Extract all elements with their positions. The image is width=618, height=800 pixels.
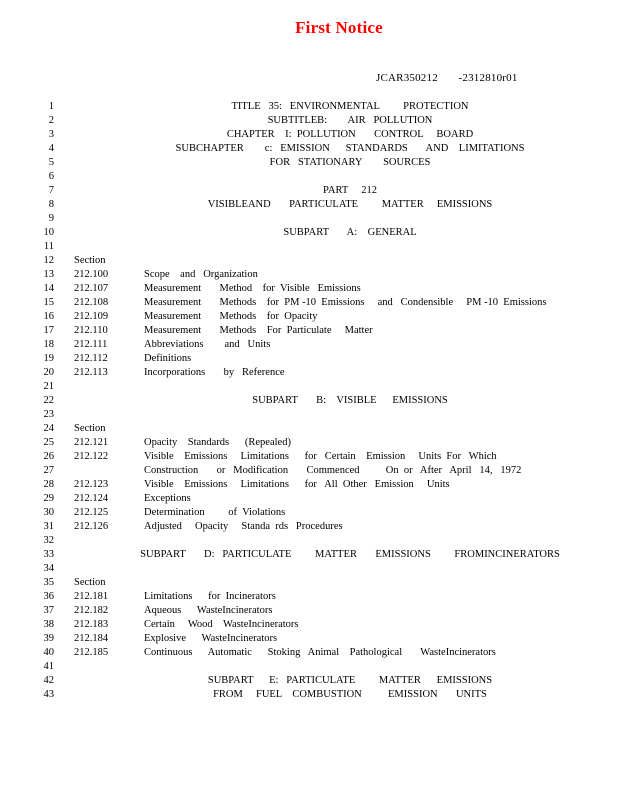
line-number: 38 [43, 619, 54, 630]
subchapter-heading: SUBCHAPTER c: EMISSION STANDARDS AND LIMITATIONS [175, 143, 525, 154]
line-5 [0, 156, 618, 170]
line-number: 28 [43, 479, 54, 490]
line-12 [0, 254, 618, 268]
line-number: 33 [43, 549, 54, 560]
line-28 [0, 478, 618, 492]
line-25 [0, 436, 618, 450]
line-number: 23 [43, 409, 54, 420]
line-number: 12 [43, 255, 54, 266]
section-title: Definitions [144, 353, 192, 364]
line-6 [0, 170, 618, 184]
part-heading: PART 212 [323, 185, 377, 196]
line-27 [0, 464, 618, 478]
line-40 [0, 646, 618, 660]
section-number: 212.184 [74, 633, 109, 644]
line-21 [0, 380, 618, 394]
section-number: 212.126 [74, 521, 109, 532]
line-30 [0, 506, 618, 520]
line-26 [0, 450, 618, 464]
line-number: 9 [48, 213, 54, 224]
line-number: 25 [43, 437, 54, 448]
line-number: 20 [43, 367, 54, 378]
section-header: Section [74, 255, 106, 266]
section-number: 212.125 [74, 507, 109, 518]
line-number: 7 [48, 185, 54, 196]
line-29 [0, 492, 618, 506]
line-number: 18 [43, 339, 54, 350]
line-number: 22 [43, 395, 54, 406]
section-title: Scope and Organization [144, 269, 258, 280]
section-header: Section [74, 423, 106, 434]
line-number: 30 [43, 507, 54, 518]
section-number: 212.123 [74, 479, 109, 490]
line-number: 43 [43, 689, 54, 700]
line-number: 6 [48, 171, 54, 182]
line-number: 13 [43, 269, 54, 280]
line-number: 24 [43, 423, 54, 434]
part-title: VISIBLEAND PARTICULATE MATTER EMISSIONS [207, 199, 493, 210]
section-title: Measurement Method for Visible Emissions [144, 283, 361, 294]
line-number: 8 [48, 199, 54, 210]
line-number: 15 [43, 297, 54, 308]
line-17 [0, 324, 618, 338]
section-number: 212.100 [74, 269, 109, 280]
title-heading: TITLE 35: ENVIRONMENTAL PROTECTION [231, 101, 469, 112]
line-15 [0, 296, 618, 310]
line-number: 32 [43, 535, 54, 546]
line-14 [0, 282, 618, 296]
line-number: 19 [43, 353, 54, 364]
section-header: Section [74, 577, 106, 588]
first-notice-title: First Notice [295, 18, 383, 37]
line-number: 26 [43, 451, 54, 462]
line-number: 16 [43, 311, 54, 322]
section-title: Limitations for Incinerators [144, 591, 276, 602]
subpart-e-heading-cont: FROM FUEL COMBUSTION EMISSION UNITS [213, 689, 487, 700]
subpart-a-heading: SUBPART A: GENERAL [283, 227, 417, 238]
section-title: Visible Emissions Limitations for Certain Emission Units For Which [144, 451, 497, 462]
line-9 [0, 212, 618, 226]
line-number: 29 [43, 493, 54, 504]
line-16 [0, 310, 618, 324]
line-37 [0, 604, 618, 618]
document-id: JCAR350212 -2312810r01 [376, 72, 518, 84]
section-title: Exceptions [144, 493, 191, 504]
line-34 [0, 562, 618, 576]
line-number: 3 [48, 129, 54, 140]
line-number: 21 [43, 381, 54, 392]
line-10 [0, 226, 618, 240]
line-8 [0, 198, 618, 212]
section-title-continuation: Construction or Modification Commenced On or After April 14, 1972 [144, 465, 522, 476]
line-32 [0, 534, 618, 548]
chapter-heading: CHAPTER I: POLLUTION CONTROL BOARD [226, 129, 474, 140]
line-4 [0, 142, 618, 156]
line-number: 14 [43, 283, 54, 294]
line-number: 4 [48, 143, 54, 154]
subpart-e-heading: SUBPART E: PARTICULATE MATTER EMISSIONS [207, 675, 493, 686]
subchapter-heading-cont: FOR STATIONARY SOURCES [269, 157, 431, 168]
section-title: Incorporations by Reference [144, 367, 285, 378]
line-35 [0, 576, 618, 590]
line-number: 40 [43, 647, 54, 658]
line-number: 39 [43, 633, 54, 644]
section-title: Abbreviations and Units [144, 339, 271, 350]
line-number: 11 [43, 241, 54, 252]
section-title: Certain Wood WasteIncinerators [144, 619, 299, 630]
line-number: 5 [48, 157, 54, 168]
line-1 [0, 100, 618, 114]
line-number: 36 [43, 591, 54, 602]
line-43 [0, 688, 618, 702]
section-title: Determination of Violations [144, 507, 286, 518]
line-13 [0, 268, 618, 282]
section-number: 212.107 [74, 283, 109, 294]
section-title: Explosive WasteIncinerators [144, 633, 278, 644]
line-7 [0, 184, 618, 198]
section-title: Measurement Methods For Particulate Matter [144, 325, 373, 336]
section-title: Adjusted Opacity Standa rds Procedures [144, 521, 343, 532]
section-number: 212.110 [74, 325, 108, 336]
line-39 [0, 632, 618, 646]
section-number: 212.181 [74, 591, 109, 602]
section-title: Measurement Methods for Opacity [144, 311, 318, 322]
section-number: 212.185 [74, 647, 109, 658]
line-41 [0, 660, 618, 674]
line-33 [0, 548, 618, 562]
subpart-b-heading: SUBPART B: VISIBLE EMISSIONS [252, 395, 448, 406]
section-number: 212.121 [74, 437, 109, 448]
line-42 [0, 674, 618, 688]
line-20 [0, 366, 618, 380]
line-number: 2 [48, 115, 54, 126]
line-24 [0, 422, 618, 436]
line-number: 27 [43, 465, 54, 476]
line-number: 17 [43, 325, 54, 336]
section-title: Measurement Methods for PM -10 Emissions and Condensible PM -10 Emissions [144, 297, 547, 308]
section-number: 212.122 [74, 451, 109, 462]
section-title: Continuous Automatic Stoking Animal Pathological WasteIncinerators [144, 647, 496, 658]
line-19 [0, 352, 618, 366]
line-number: 34 [43, 563, 54, 574]
section-number: 212.109 [74, 311, 109, 322]
line-23 [0, 408, 618, 422]
line-31 [0, 520, 618, 534]
section-number: 212.111 [74, 339, 108, 350]
line-number: 35 [43, 577, 54, 588]
line-number: 31 [43, 521, 54, 532]
line-18 [0, 338, 618, 352]
section-number: 212.113 [74, 367, 108, 378]
subtitle-heading: SUBTITLEB: AIR POLLUTION [267, 115, 433, 126]
section-number: 212.183 [74, 619, 109, 630]
line-number: 42 [43, 675, 54, 686]
section-number: 212.108 [74, 297, 109, 308]
line-38 [0, 618, 618, 632]
section-number: 212.124 [74, 493, 109, 504]
line-number: 37 [43, 605, 54, 616]
line-3 [0, 128, 618, 142]
subpart-d-heading: SUBPART D: PARTICULATE MATTER EMISSIONS FROMINCINERATORS [140, 549, 560, 560]
line-number: 41 [43, 661, 54, 672]
line-22 [0, 394, 618, 408]
document-body [0, 100, 618, 702]
section-title: Opacity Standards (Repealed) [144, 437, 291, 448]
section-number: 212.112 [74, 353, 108, 364]
line-number: 1 [48, 101, 54, 112]
section-title: Aqueous WasteIncinerators [144, 605, 273, 616]
line-36 [0, 590, 618, 604]
section-number: 212.182 [74, 605, 109, 616]
line-11 [0, 240, 618, 254]
line-2 [0, 114, 618, 128]
section-title: Visible Emissions Limitations for All Other Emission Units [144, 479, 450, 490]
line-number: 10 [43, 227, 54, 238]
